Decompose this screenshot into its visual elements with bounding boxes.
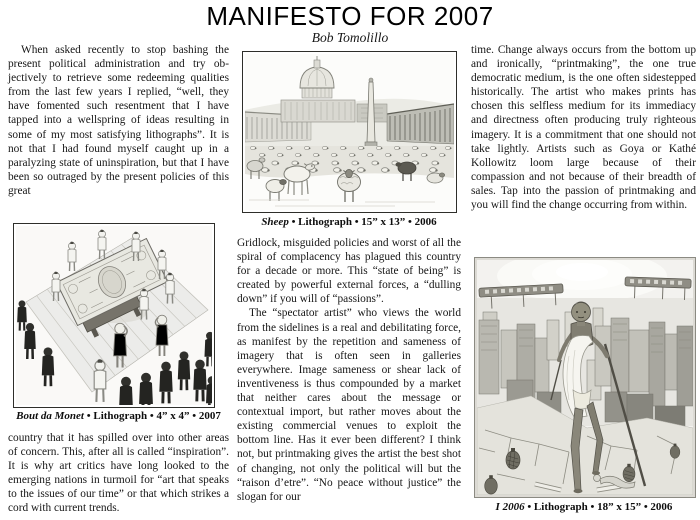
dome-lantern: [314, 60, 320, 68]
caption-artwork-details: • Lithograph • 18” x 15” • 2006: [527, 501, 673, 513]
byline: Bob Tomolillo: [311, 30, 389, 45]
bout-da-monet-illustration: [16, 226, 212, 405]
column2-text: [237, 236, 461, 504]
column3-paragraph-1: time. Change always occurs from the bottom up and ironically, “printmaking”, the one true democratic medium, is the one often sidestepped historically. The artist who makes prints has chosen this selfless medium for its immediacy and directness often producing truly righteous imagery. It is a commitment that one should not take lightly. Artists such as Goya or Kathé Kollowitz loom large because of their compassion and not because of their breadth of sales. Tap into the passion of printmaking and you will find the change occurring from within.: [471, 44, 696, 212]
caption-sheep: [237, 216, 461, 228]
caption-i-2006: [468, 501, 700, 513]
artwork-i-2006: [474, 257, 696, 498]
artwork-bout-da-monet: [13, 223, 215, 408]
caption-artwork-title: Sheep: [261, 216, 289, 228]
column2-paragraph-1: Gridlock, misguided policies and worst of all the spiral of complacency has plagued this country for a decade or more. This “state of being” is created by powerful external forces, a “dulling down” if you will of “passions”.: [237, 237, 461, 306]
caption-artwork-details: • Lithograph • 4” x 4” • 2007: [86, 410, 221, 422]
column1-paragraph-1: When asked recently to stop bashing the present political administration and try objectively to retrieve some redeeming qualities from the last few years I replied, “well, they have fomented such resentment that I have tapped into a wellspring of ideas resulting in some of my most satisfying lithographs”. It is not that I had found myself caught up in a paralyzing state of uninspiration, but that I have been so outraged by the present policies of this great: [8, 44, 229, 197]
i-2006-illustration: [477, 260, 693, 495]
sheep-illustration: [245, 54, 454, 210]
caption-bout-da-monet: [8, 410, 229, 422]
column2-paragraph-2: The “spectator artist” who views the world from the sidelines is a real and debilitating force, as manifest by the repetition and sameness of imagery that is often seen in galleries everywhere. Image sameness or shear lack of inventiveness is thus compounded by a market that neither cares about the message or contextual import, but rather moves about the existing commercial venues to exploit the bottom line. Has it ever been different? I think not, but printmaking gives the artist the best shot of changing, not only the political will but the “raison d’etre”. “No peace without justice” the slogan for our: [237, 307, 461, 503]
page-title: MANIFESTO FOR 2007: [206, 1, 494, 31]
caption-artwork-title: Bout da Monet: [16, 410, 84, 422]
column1-paragraph-2: country that it has spilled over into other areas of concern. This, after all is called “inspiration”. It is why art critics have long looked to the emerging nations in turmoil for “art that speaks to the issues of our time” or that which strikes a cord with current trends.: [8, 432, 229, 515]
caption-artwork-title: I 2006: [495, 501, 525, 513]
artwork-sheep: [242, 51, 457, 213]
caption-artwork-details: • Lithograph • 15” x 13” • 2006: [291, 216, 437, 228]
